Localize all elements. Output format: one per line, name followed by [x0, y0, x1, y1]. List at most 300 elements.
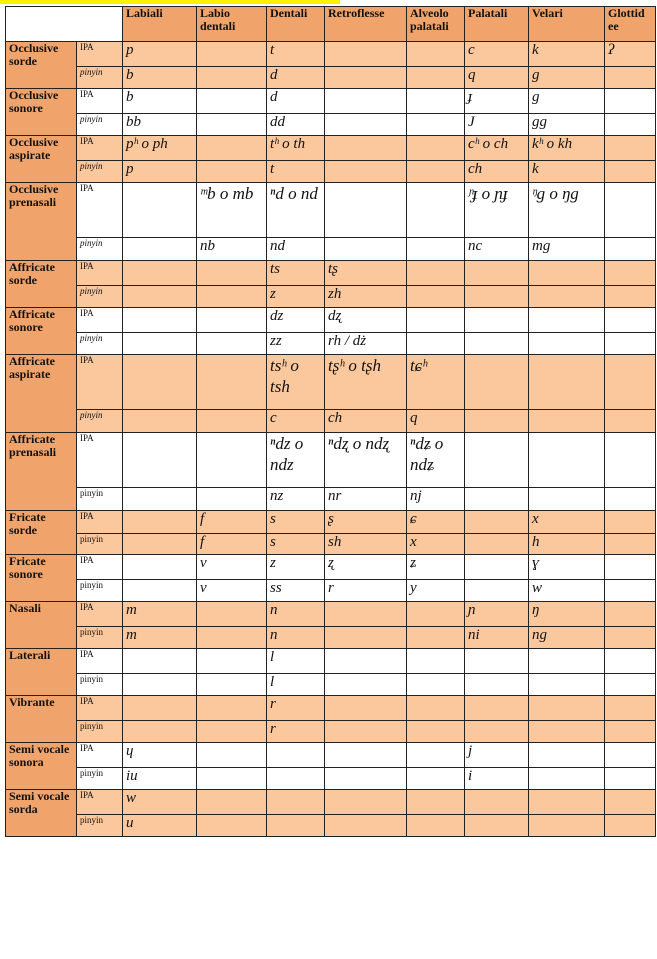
cell-labiali: [123, 355, 197, 410]
cell-glottid-ee: [605, 534, 656, 555]
table-row: [6, 790, 656, 815]
cell-retroflesse: [325, 649, 407, 674]
table-row: [6, 534, 656, 555]
cell-palatali: [465, 511, 529, 534]
table-row: [6, 114, 656, 136]
table-row: [6, 815, 656, 837]
cell-dentali: [267, 790, 325, 815]
row-type-label: pinyin: [77, 534, 123, 555]
cell-retroflesse: r: [325, 580, 407, 602]
cell-retroflesse: [325, 674, 407, 696]
cell-labio-dentali: [197, 488, 267, 511]
cell-labiali: bb: [123, 114, 197, 136]
cell-palatali: [465, 649, 529, 674]
cell-glottid-ee: [605, 308, 656, 333]
cell-palatali: [465, 488, 529, 511]
cell-dentali: n: [267, 627, 325, 649]
table-row: [6, 627, 656, 649]
category-fricate-sonore: Fricate sonore: [6, 555, 77, 602]
category-semi-vocale-sorda: Semi vocale sorda: [6, 790, 77, 837]
cell-palatali: J: [465, 114, 529, 136]
cell-retroflesse: ʂ: [325, 511, 407, 534]
row-type-label: IPA: [77, 790, 123, 815]
row-type-label: IPA: [77, 433, 123, 488]
cell-labio-dentali: [197, 286, 267, 308]
cell-velari: [529, 433, 605, 488]
cell-velari: [529, 286, 605, 308]
row-type-label: pinyin: [77, 410, 123, 433]
cell-glottid-ee: [605, 555, 656, 580]
cell-labio-dentali: [197, 67, 267, 89]
cell-labio-dentali: [197, 114, 267, 136]
cell-glottid-ee: [605, 815, 656, 837]
cell-glottid-ee: [605, 627, 656, 649]
cell-retroflesse: [325, 114, 407, 136]
cell-alveolo-palatali: y: [407, 580, 465, 602]
row-type-label: IPA: [77, 696, 123, 721]
cell-alveolo-palatali: ʑ: [407, 555, 465, 580]
cell-palatali: cʰ o ch: [465, 136, 529, 161]
cell-labiali: [123, 238, 197, 261]
cell-palatali: ɟ: [465, 89, 529, 114]
cell-glottid-ee: [605, 696, 656, 721]
row-type-label: pinyin: [77, 488, 123, 511]
cell-alveolo-palatali: [407, 161, 465, 183]
category-fricate-sorde: Fricate sorde: [6, 511, 77, 555]
cell-palatali: [465, 721, 529, 743]
cell-labiali: [123, 534, 197, 555]
cell-velari: [529, 308, 605, 333]
cell-labiali: m: [123, 627, 197, 649]
cell-palatali: q: [465, 67, 529, 89]
cell-dentali: ⁿdz o ndz: [267, 433, 325, 488]
cell-velari: [529, 790, 605, 815]
category-semi-vocale-sonora: Semi vocale sonora: [6, 743, 77, 790]
col-header-alveolopalatali: Alveolo palatali: [407, 7, 465, 42]
cell-labiali: u: [123, 815, 197, 837]
cell-palatali: [465, 355, 529, 410]
cell-velari: w: [529, 580, 605, 602]
cell-alveolo-palatali: tɕʰ: [407, 355, 465, 410]
cell-velari: [529, 333, 605, 355]
cell-velari: mg: [529, 238, 605, 261]
table-row: [6, 161, 656, 183]
cell-retroflesse: nr: [325, 488, 407, 511]
cell-retroflesse: [325, 42, 407, 67]
cell-labiali: b: [123, 67, 197, 89]
cell-dentali: z: [267, 286, 325, 308]
cell-dentali: s: [267, 511, 325, 534]
cell-labiali: ɥ: [123, 743, 197, 768]
highlight-strip: [0, 0, 340, 4]
row-type-label: pinyin: [77, 161, 123, 183]
cell-glottid-ee: [605, 183, 656, 238]
cell-alveolo-palatali: x: [407, 534, 465, 555]
cell-labio-dentali: [197, 42, 267, 67]
cell-labiali: [123, 488, 197, 511]
cell-dentali: dd: [267, 114, 325, 136]
cell-labiali: [123, 721, 197, 743]
cell-retroflesse: ʐ: [325, 555, 407, 580]
table-row: [6, 555, 656, 580]
row-type-label: pinyin: [77, 674, 123, 696]
cell-dentali: d: [267, 89, 325, 114]
cell-velari: [529, 410, 605, 433]
cell-labio-dentali: [197, 696, 267, 721]
table-row: [6, 67, 656, 89]
table-row: [6, 602, 656, 627]
cell-glottid-ee: [605, 743, 656, 768]
cell-labiali: iu: [123, 768, 197, 790]
cell-dentali: tsʰ o tsh: [267, 355, 325, 410]
table-row: [6, 768, 656, 790]
cell-velari: [529, 674, 605, 696]
cell-dentali: ts: [267, 261, 325, 286]
cell-alveolo-palatali: [407, 768, 465, 790]
cell-velari: [529, 696, 605, 721]
cell-glottid-ee: ʔ: [605, 42, 656, 67]
row-type-label: IPA: [77, 602, 123, 627]
cell-alveolo-palatali: [407, 183, 465, 238]
cell-labiali: [123, 674, 197, 696]
cell-retroflesse: ch: [325, 410, 407, 433]
cell-retroflesse: [325, 768, 407, 790]
cell-palatali: [465, 433, 529, 488]
cell-retroflesse: [325, 627, 407, 649]
cell-velari: ɣ: [529, 555, 605, 580]
cell-labio-dentali: f: [197, 534, 267, 555]
cell-labiali: pʰ o ph: [123, 136, 197, 161]
cell-palatali: [465, 308, 529, 333]
cell-labio-dentali: nb: [197, 238, 267, 261]
cell-labio-dentali: [197, 410, 267, 433]
cell-palatali: [465, 286, 529, 308]
cell-dentali: s: [267, 534, 325, 555]
col-header-retroflesse: Retroflesse: [325, 7, 407, 42]
cell-alveolo-palatali: [407, 308, 465, 333]
table-row: [6, 333, 656, 355]
col-header-velari: Velari: [529, 7, 605, 42]
cell-labio-dentali: [197, 790, 267, 815]
row-type-label: IPA: [77, 89, 123, 114]
table-row: [6, 674, 656, 696]
cell-glottid-ee: [605, 649, 656, 674]
col-header-labiodentali: Labio dentali: [197, 7, 267, 42]
cell-palatali: [465, 674, 529, 696]
cell-velari: [529, 355, 605, 410]
cell-glottid-ee: [605, 511, 656, 534]
cell-dentali: nz: [267, 488, 325, 511]
row-type-label: pinyin: [77, 768, 123, 790]
cell-dentali: r: [267, 721, 325, 743]
cell-retroflesse: [325, 815, 407, 837]
cell-alveolo-palatali: [407, 790, 465, 815]
cell-labiali: [123, 333, 197, 355]
cell-dentali: z: [267, 555, 325, 580]
cell-alveolo-palatali: ɕ: [407, 511, 465, 534]
table-row: [6, 136, 656, 161]
cell-retroflesse: ⁿdʐ o ndʐ: [325, 433, 407, 488]
cell-retroflesse: [325, 743, 407, 768]
cell-retroflesse: dʐ: [325, 308, 407, 333]
cell-labio-dentali: [197, 627, 267, 649]
cell-glottid-ee: [605, 768, 656, 790]
cell-dentali: l: [267, 649, 325, 674]
cell-labio-dentali: v: [197, 555, 267, 580]
cell-labio-dentali: [197, 602, 267, 627]
cell-glottid-ee: [605, 580, 656, 602]
table-row: [6, 238, 656, 261]
cell-glottid-ee: [605, 488, 656, 511]
cell-glottid-ee: [605, 261, 656, 286]
cell-palatali: [465, 534, 529, 555]
row-type-label: pinyin: [77, 67, 123, 89]
cell-retroflesse: [325, 136, 407, 161]
category-laterali: Laterali: [6, 649, 77, 696]
cell-labiali: [123, 580, 197, 602]
cell-labio-dentali: [197, 743, 267, 768]
cell-retroflesse: [325, 790, 407, 815]
category-nasali: Nasali: [6, 602, 77, 649]
cell-velari: h: [529, 534, 605, 555]
cell-labiali: b: [123, 89, 197, 114]
row-type-label: IPA: [77, 308, 123, 333]
cell-velari: k: [529, 42, 605, 67]
cell-velari: [529, 649, 605, 674]
cell-labio-dentali: [197, 815, 267, 837]
cell-labio-dentali: [197, 161, 267, 183]
cell-labio-dentali: [197, 261, 267, 286]
cell-palatali: i: [465, 768, 529, 790]
cell-dentali: d: [267, 67, 325, 89]
cell-glottid-ee: [605, 67, 656, 89]
cell-labio-dentali: [197, 89, 267, 114]
cell-alveolo-palatali: [407, 238, 465, 261]
cell-retroflesse: [325, 696, 407, 721]
category-affricate-prenasali: Affricate prenasali: [6, 433, 77, 511]
cell-labiali: [123, 696, 197, 721]
cell-labio-dentali: [197, 136, 267, 161]
cell-dentali: ⁿd o nd: [267, 183, 325, 238]
category-affricate-sorde: Affricate sorde: [6, 261, 77, 308]
table-row: [6, 308, 656, 333]
cell-dentali: c: [267, 410, 325, 433]
table-row: [6, 743, 656, 768]
header-row: [6, 7, 656, 42]
cell-dentali: l: [267, 674, 325, 696]
cell-velari: [529, 488, 605, 511]
cell-alveolo-palatali: [407, 743, 465, 768]
cell-velari: [529, 815, 605, 837]
cell-labiali: [123, 286, 197, 308]
cell-velari: [529, 261, 605, 286]
cell-retroflesse: [325, 183, 407, 238]
category-affricate-aspirate: Affricate aspirate: [6, 355, 77, 433]
cell-palatali: ɲ: [465, 602, 529, 627]
cell-alveolo-palatali: [407, 815, 465, 837]
row-type-label: IPA: [77, 136, 123, 161]
row-type-label: IPA: [77, 42, 123, 67]
row-type-label: pinyin: [77, 815, 123, 837]
row-type-label: pinyin: [77, 721, 123, 743]
cell-labio-dentali: [197, 355, 267, 410]
col-header-glottidee: Glottid ee: [605, 7, 656, 42]
cell-dentali: zz: [267, 333, 325, 355]
row-type-label: IPA: [77, 183, 123, 238]
cell-labiali: [123, 649, 197, 674]
table-row: [6, 721, 656, 743]
cell-alveolo-palatali: ⁿdʑ o ndʑ: [407, 433, 465, 488]
cell-labiali: [123, 511, 197, 534]
cell-dentali: r: [267, 696, 325, 721]
cell-alveolo-palatali: [407, 333, 465, 355]
category-vibrante: Vibrante: [6, 696, 77, 743]
cell-dentali: tʰ o th: [267, 136, 325, 161]
category-occlusive-aspirate: Occlusive aspirate: [6, 136, 77, 183]
cell-palatali: ᶮɟ o ɲɟ: [465, 183, 529, 238]
cell-labio-dentali: [197, 721, 267, 743]
cell-velari: g: [529, 67, 605, 89]
cell-labiali: [123, 410, 197, 433]
cell-glottid-ee: [605, 114, 656, 136]
cell-velari: x: [529, 511, 605, 534]
cell-labiali: p: [123, 161, 197, 183]
cell-palatali: [465, 696, 529, 721]
cell-labiali: [123, 555, 197, 580]
cell-retroflesse: [325, 161, 407, 183]
cell-alveolo-palatali: [407, 649, 465, 674]
cell-labio-dentali: [197, 333, 267, 355]
cell-palatali: ch: [465, 161, 529, 183]
cell-glottid-ee: [605, 790, 656, 815]
cell-dentali: t: [267, 161, 325, 183]
cell-alveolo-palatali: [407, 261, 465, 286]
cell-velari: k: [529, 161, 605, 183]
row-type-label: IPA: [77, 743, 123, 768]
table-row: [6, 488, 656, 511]
table-row: [6, 355, 656, 410]
cell-glottid-ee: [605, 238, 656, 261]
table-row: [6, 696, 656, 721]
row-type-label: IPA: [77, 555, 123, 580]
col-header-labiali: Labiali: [123, 7, 197, 42]
cell-glottid-ee: [605, 333, 656, 355]
cell-glottid-ee: [605, 89, 656, 114]
table-row: [6, 433, 656, 488]
cell-dentali: dz: [267, 308, 325, 333]
cell-retroflesse: [325, 721, 407, 743]
cell-labiali: [123, 183, 197, 238]
category-occlusive-sonore: Occlusive sonore: [6, 89, 77, 136]
col-header-palatali: Palatali: [465, 7, 529, 42]
cell-retroflesse: [325, 602, 407, 627]
cell-palatali: [465, 790, 529, 815]
cell-velari: ng: [529, 627, 605, 649]
cell-alveolo-palatali: q: [407, 410, 465, 433]
row-type-label: IPA: [77, 511, 123, 534]
cell-glottid-ee: [605, 433, 656, 488]
row-type-label: IPA: [77, 649, 123, 674]
table-row: [6, 183, 656, 238]
cell-alveolo-palatali: [407, 42, 465, 67]
cell-labio-dentali: ᵐb o mb: [197, 183, 267, 238]
cell-velari: [529, 743, 605, 768]
cell-velari: kʰ o kh: [529, 136, 605, 161]
table-row: [6, 89, 656, 114]
cell-alveolo-palatali: [407, 674, 465, 696]
cell-glottid-ee: [605, 136, 656, 161]
cell-labio-dentali: f: [197, 511, 267, 534]
cell-glottid-ee: [605, 286, 656, 308]
category-occlusive-sorde: Occlusive sorde: [6, 42, 77, 89]
row-type-label: pinyin: [77, 333, 123, 355]
table-row: [6, 580, 656, 602]
cell-labiali: m: [123, 602, 197, 627]
cell-alveolo-palatali: [407, 286, 465, 308]
cell-glottid-ee: [605, 721, 656, 743]
cell-glottid-ee: [605, 161, 656, 183]
cell-retroflesse: [325, 67, 407, 89]
cell-velari: ᵑg o ŋg: [529, 183, 605, 238]
cell-glottid-ee: [605, 602, 656, 627]
cell-dentali: ss: [267, 580, 325, 602]
cell-alveolo-palatali: [407, 602, 465, 627]
cell-alveolo-palatali: [407, 67, 465, 89]
category-affricate-sonore: Affricate sonore: [6, 308, 77, 355]
cell-labiali: w: [123, 790, 197, 815]
cell-dentali: [267, 815, 325, 837]
cell-labio-dentali: [197, 768, 267, 790]
cell-glottid-ee: [605, 355, 656, 410]
cell-palatali: j: [465, 743, 529, 768]
consonant-table: [5, 6, 656, 837]
cell-alveolo-palatali: [407, 721, 465, 743]
cell-labio-dentali: [197, 649, 267, 674]
cell-velari: g: [529, 89, 605, 114]
cell-dentali: n: [267, 602, 325, 627]
cell-alveolo-palatali: [407, 627, 465, 649]
cell-labio-dentali: [197, 674, 267, 696]
cell-retroflesse: rh / dż: [325, 333, 407, 355]
cell-labio-dentali: v: [197, 580, 267, 602]
cell-glottid-ee: [605, 410, 656, 433]
cell-palatali: c: [465, 42, 529, 67]
cell-velari: [529, 721, 605, 743]
row-type-label: IPA: [77, 355, 123, 410]
cell-alveolo-palatali: [407, 136, 465, 161]
cell-palatali: [465, 815, 529, 837]
cell-dentali: nd: [267, 238, 325, 261]
table-row: [6, 511, 656, 534]
cell-palatali: [465, 333, 529, 355]
table-row: [6, 286, 656, 308]
cell-retroflesse: zh: [325, 286, 407, 308]
cell-retroflesse: [325, 238, 407, 261]
cell-palatali: [465, 580, 529, 602]
cell-labiali: p: [123, 42, 197, 67]
cell-velari: ŋ: [529, 602, 605, 627]
table-row: [6, 42, 656, 67]
col-header-dentali: Dentali: [267, 7, 325, 42]
category-occlusive-prenasali: Occlusive prenasali: [6, 183, 77, 261]
cell-alveolo-palatali: nj: [407, 488, 465, 511]
cell-palatali: ni: [465, 627, 529, 649]
table-row: [6, 410, 656, 433]
cell-glottid-ee: [605, 674, 656, 696]
row-type-label: pinyin: [77, 286, 123, 308]
cell-labiali: [123, 308, 197, 333]
table-row: [6, 649, 656, 674]
